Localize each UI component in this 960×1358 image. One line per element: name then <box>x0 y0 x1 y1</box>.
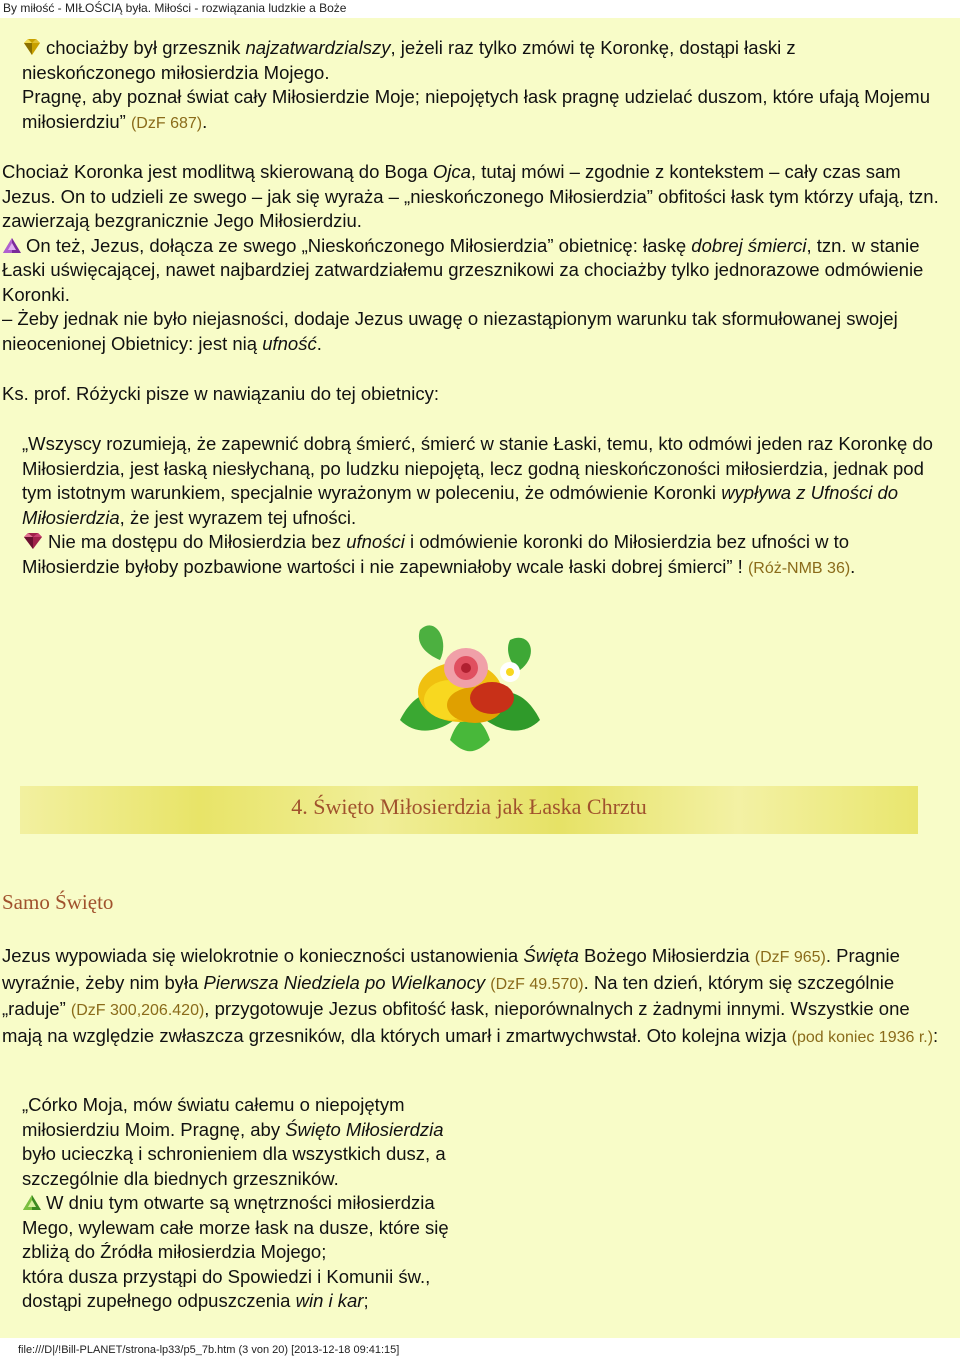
paragraph-2: Chociaż Koronka jest modlitwą skierowaną do Boga Ojca, tutaj mówi – zgodnie z kontekstem – cały czas sam Jezus. On to udzieli ze swego – jak się wyraża – „nieskończonego Miłosierdzia” obfitości łask tym którzy ufają, tzn. zawierzają bezgranicznie Jego Miłosierdziu. On też, Jezus, dołącza ze swego „Nieskończonego Miłosierdzia” obietnicę: łaskę dobrej śmierci, tzn. w stanie Łaski uświęcającej, nawet najbardziej zatwardziałemu grzesznikowi za chociażby tylko jednorazowe odmówienie Koronki. – Żeby jednak nie było niejasności, dodaje Jezus uwagę o niezastąpionym warunku tak sformułowanej swojej nieocenionej Obietnicy: jest nią ufność. <box>2 161 939 354</box>
section-banner <box>20 786 918 834</box>
paragraph-3: Ks. prof. Różycki pisze w nawiązaniu do tej obietnicy: <box>2 383 440 404</box>
paragraph-4: Jezus wypowiada się wielokrotnie o konieczności ustanowienia Święta Bożego Miłosierdzia (DzF 965). Pragnie wyraźnie, żeby nim była Pierwsza Niedziela po Wielkanocy (DzF 49.570). Na ten dzień, którym się szczególnie „raduje” (DzF 300,206.420), przygotowuje Jezus obfitość łask, nieporównalnych z żadnymi innymi. Wszystkie one mają na względzie zwłaszcza grzesników, dla których umarł i zmartwychwstał. Oto kolejna wizja (pod koniec 1936 r.): <box>2 945 939 1046</box>
gem-icon <box>22 38 42 56</box>
green-triangle-gem-icon <box>22 1194 42 1211</box>
page-body <box>0 18 960 1338</box>
page-header: By miłość - MIŁOŚCIĄ była. Miłości - rozwiązania ludzkie a Boże <box>0 0 960 18</box>
triangle-gem-icon <box>2 237 22 254</box>
section-subtitle: Samo Święto <box>2 890 114 914</box>
flower-image <box>380 610 560 760</box>
red-gem-icon <box>22 532 44 550</box>
quote-rozycki: „Wszyscy rozumieją, że zapewnić dobrą śmierć, śmierć w stanie Łaski, temu, kto odmówi jeden raz Koronkę do Miłosierdzia, jest łaską niesłychaną, po ludzku niepojętą, lecz godną nieskończoności miłosierdzia, jednak pod tym istotnym warunkiem, specjalnie wyrażonym w poleceniu, że odmówienie Koronki wypływa z Ufności do Miłosierdzia, że jest wyrazem tej ufności. Nie ma dostępu do Miłosierdzia bez ufności i odmówienie koronki do Miłosierdzia bez ufności w to Miłosierdzie byłoby pozbawione wartości i nie zapewniałoby wcale łaski dobrej śmierci” ! (Róż-NMB 36). <box>22 433 933 577</box>
quote-vision: „Córko Moja, mów światu całemu o niepojętym miłosierdziu Moim. Pragnę, aby Święto Miłosierdzia było ucieczką i schronieniem dla wszystkich dusz, a szczególnie dla biednych grzeszników. W dniu tym otwarte są wnętrzności miłosierdzia Mego, wylewam całe morze łask na dusze, które się zbliżą do Źródła miłosierdzia Mojego; która dusza przystąpi do Spowiedzi i Komunii św., dostąpi zupełnego odpuszczenia win i kar; <box>22 1094 449 1311</box>
section-title: 4. Święto Miłosierdzia jak Łaska Chrztu <box>291 794 647 819</box>
intro-paragraph: chociażby był grzesznik najzatwardzialszy, jeżeli raz tylko zmówi tę Koronkę, dostąpi łaski z nieskończonego miłosierdzia Mojego. Pragnę, aby poznał świat cały Miłosierdzie Moje; niepojętych łask pragnę udzielać duszom, które ufają Mojemu miłosierdziu” (DzF 687). <box>22 37 930 132</box>
page-footer: file:///D|/!Bill-PLANET/strona-lp33/p5_7b.htm (3 von 20) [2013-12-18 09:41:15] <box>0 1342 960 1358</box>
